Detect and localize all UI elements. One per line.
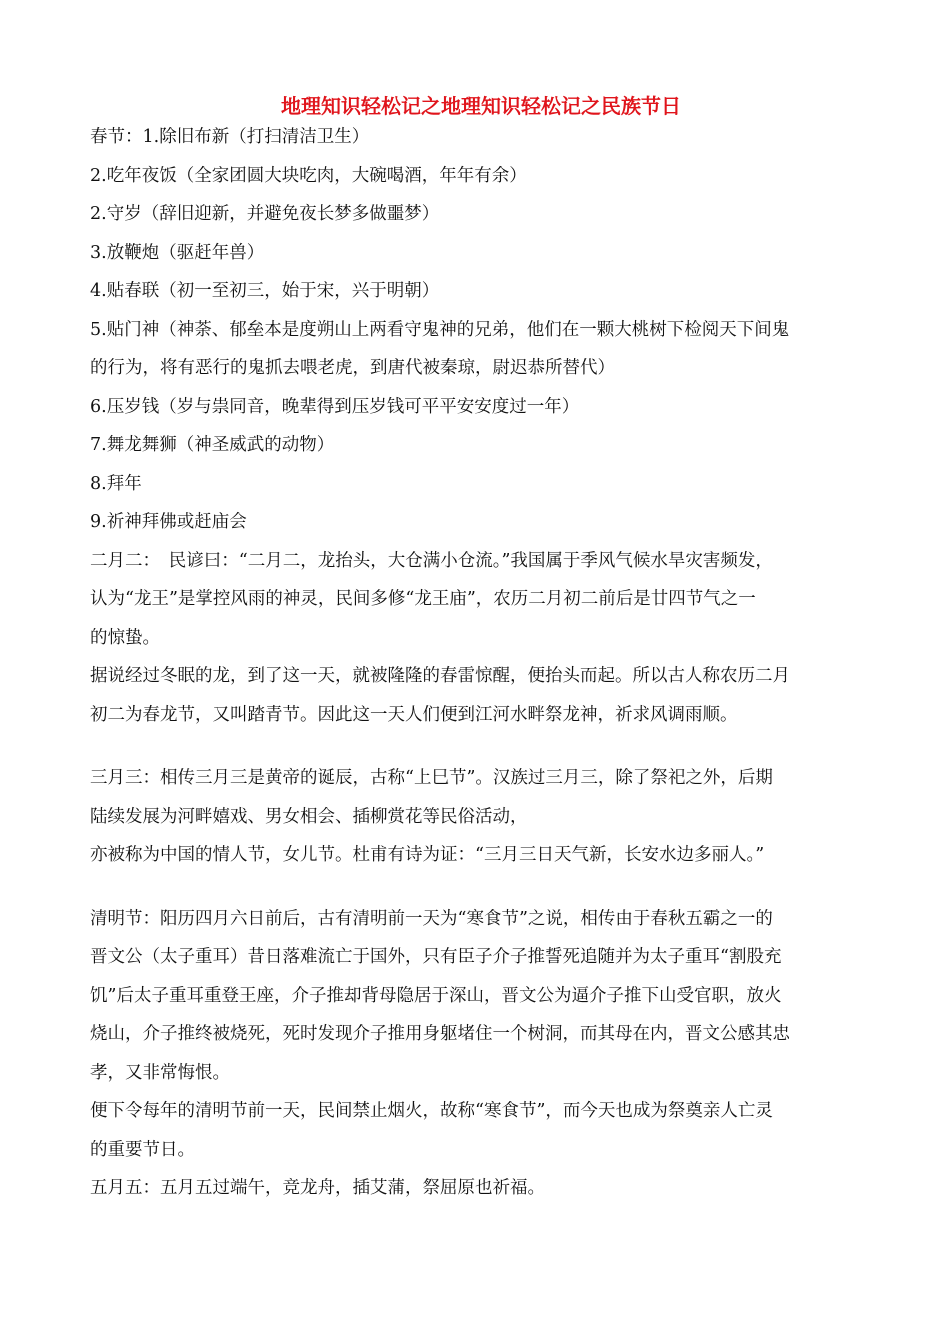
text-line: 据说经过冬眠的龙，到了这一天，就被隆隆的春雷惊醒，便抬头而起。所以古人称农历二月: [90, 666, 790, 686]
text-line: 三月三：相传三月三是黄帝的诞辰，古称“上巳节”。汉族过三月三，除了祭祀之外，后期: [90, 768, 773, 788]
text-line: 的重要节日。: [90, 1139, 195, 1160]
text-line: 烧山，介子推终被烧死，死时发现介子推用身躯堵住一个树洞，而其母在内，晋文公感其忠: [90, 1024, 790, 1044]
text-line: 的行为，将有恶行的鬼抓去喂老虎，到唐代被秦琼，尉迟恭所替代）: [90, 358, 615, 378]
text-line: 3.放鞭炮（驱赶年兽）: [90, 242, 265, 263]
text-line: 饥”后太子重耳重登王座，介子推却背母隐居于深山，晋文公为逼介子推下山受官职，放火: [90, 985, 782, 1006]
text-line: 春节：1.除旧布新（打扫清洁卫生）: [90, 127, 370, 147]
text-line: 二月二： 民谚曰：“二月二，龙抬头，大仓满小仓流。”我国属于季风气候水旱灾害频发，: [90, 550, 773, 571]
text-line: 5.贴门神（神荼、郁垒本是度朔山上两看守鬼神的兄弟，他们在一颗大桃树下检阅天下间鬼: [90, 319, 790, 340]
text-line: 6.压岁钱（岁与祟同音，晚辈得到压岁钱可平平安安度过一年）: [90, 396, 580, 417]
text-line: 9.祈神拜佛或赶庙会: [90, 512, 247, 532]
text-line: 的惊蛰。: [90, 627, 160, 648]
text-line: 清明节：阳历四月六日前后，古有清明前一天为“寒食节”之说，相传由于春秋五霸之一的: [90, 908, 773, 929]
text-line: 2.吃年夜饭（全家团圆大块吃肉，大碗喝酒，年年有余）: [90, 165, 527, 186]
text-line: 初二为春龙节，又叫踏青节。因此这一天人们便到江河水畔祭龙神，祈求风调雨顺。: [90, 704, 738, 725]
paragraph-gap: [90, 875, 872, 900]
text-line: 孝，又非常悔恨。: [90, 1062, 230, 1083]
document-page: [90, 92, 872, 1208]
text-line: 陆续发展为河畔嬉戏、男女相会、插柳赏花等民俗活动，: [90, 806, 528, 827]
text-line: 7.舞龙舞狮（神圣威武的动物）: [90, 435, 335, 455]
text-line: 五月五：五月五过端午，竞龙舟，插艾蒲，祭屈原也祈福。: [90, 1178, 545, 1198]
text-line: 2.守岁（辞旧迎新，并避免夜长梦多做噩梦）: [90, 204, 440, 224]
text-line: 便下令每年的清明节前一天，民间禁止烟火，故称“寒食节”，而今天也成为祭奠亲人亡灵: [90, 1101, 773, 1121]
text-line: 认为“龙王”是掌控风雨的神灵，民间多修“龙王庙”，农历二月初二前后是廿四节气之一: [90, 589, 756, 609]
document-title: 地理知识轻松记之地理知识轻松记之民族节日: [281, 94, 681, 118]
text-line: 4.贴春联（初一至初三，始于宋，兴于明朝）: [90, 281, 440, 301]
paragraph-gap: [90, 734, 872, 759]
text-line: 晋文公（太子重耳）昔日落难流亡于国外，只有臣子介子推誓死追随并为太子重耳“割股充: [90, 947, 782, 967]
text-line: 8.拜年: [90, 473, 142, 494]
text-line: 亦被称为中国的情人节，女儿节。杜甫有诗为证：“三月三日天气新，长安水边多丽人。”: [90, 845, 765, 865]
